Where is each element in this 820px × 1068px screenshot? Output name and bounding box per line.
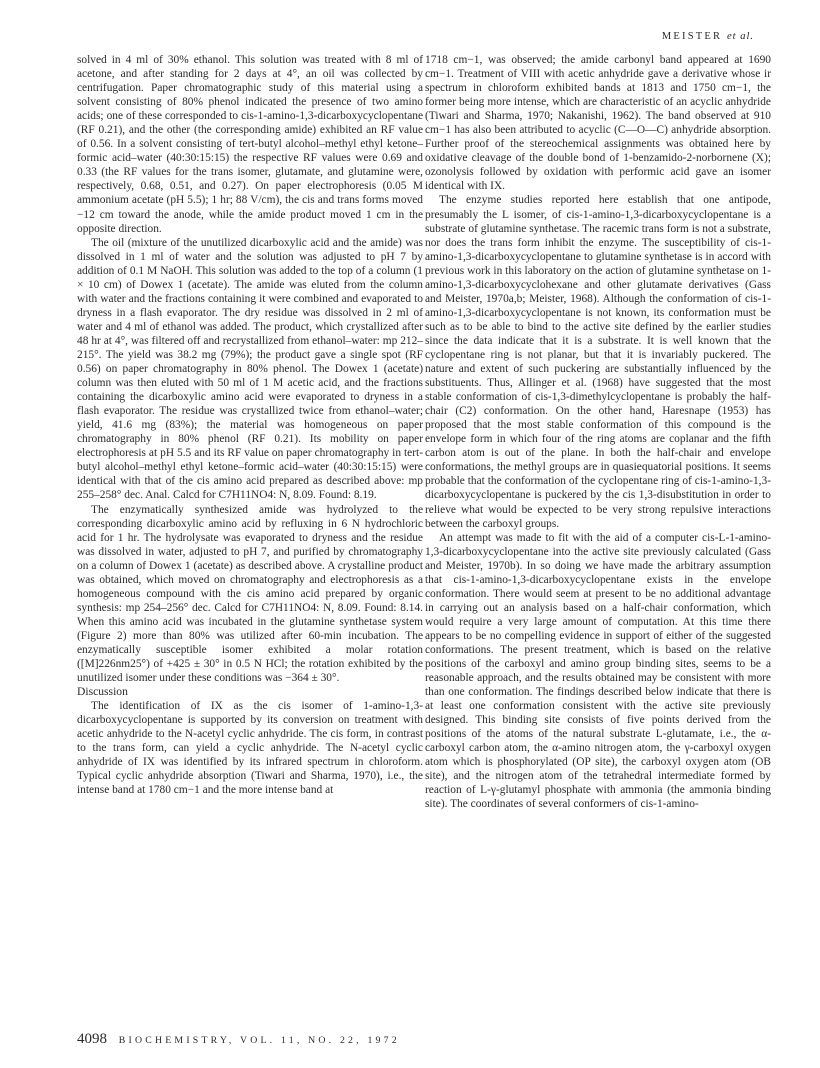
right-paragraph-1: 1718 cm−1, was observed; the amide carbonyl band appeared at 1690 cm−1. Treatment of VIII with acetic anhydride gave a derivative whose ir spectrum in chloroform exhibited bands at 1813 and 1750 cm−1, the former being more intense, which are characteristic of an acyclic anhydride (Tiwari and Sharma, 1970; Nakanishi, 1962). The band observed at 910 cm−1 has also been attributed to acyclic (C—O—C) anhydride absorption. Further proof of the stereochemical assignments was obtained here by oxidative cleavage of the double bond of 1-benzamido-2-norbornene (X); ozonolysis followed by oxidation with performic acid gave an isomer identical with IX. [425, 54, 771, 193]
running-head-author: MEISTER [661, 31, 723, 42]
page-number: 4098 [77, 1031, 107, 1047]
journal-citation: BIOCHEMISTRY, VOL. 11, NO. 22, 1972 [118, 1035, 400, 1046]
right-paragraph-3: An attempt was made to fit with the aid of a computer cis-L-1-amino-1,3-dicarboxycyclopentane into the active site previously calculated (Gass and Meister, 1970b). In so doing we have made the arbitrary assumption that cis-1-amino-1,3-dicarboxycyclopentane exists in the envelope conformation. There would seem at present to be no additional advantage in carrying out an analysis based on a half-chair conformation, which would require a very large amount of computation. At this time there appears to be no compelling evidence in support of either of the suggested conformations. The present treatment, which is based on the relative positions of the carboxyl and amino group binding sites, seems to be a reasonable approach, and the results obtained may be consistent with more than one conformation. The findings described below indicate that there is at least one conformation consistent with the active site previously designed. This binding site consists of five points derived from the positions of the atoms of the natural substrate L-glutamate, i.e., the α-carboxyl carbon atom, the α-amino nitrogen atom, the γ-carboxyl oxygen atom which is phosphorylated (OP site), the carboxyl oxygen atom (OB site), and the nitrogen atom of the tetrahedral intermediate formed by reaction of L-γ-glutamyl phosphate with ammonia (the ammonia binding site). The coordinates of several conformers of cis-1-amino- [425, 531, 771, 811]
left-column [77, 53, 423, 797]
page-footer [77, 1031, 400, 1048]
discussion-heading: Discussion [77, 685, 128, 699]
running-head [662, 31, 754, 42]
left-paragraph-2: The oil (mixture of the unutilized dicarboxylic acid and the amide) was dissolved in 1 ml of water and the solution was adjusted to pH 7 by addition of 0.1 M NaOH. This solution was added to the top of a column (1 × 10 cm) of Dowex 1 (acetate). The amide was eluted from the column with water and the fractions containing it were combined and evaporated to dryness in a flash evaporator. The dry residue was dissolved in 2 ml of water and 4 ml of ethanol was added. The product, which crystallized after 48 hr at 4°, was filtered off and recrystallized from ethanol–water: mp 212–215°. The yield was 38.2 mg (79%); the product gave a single spot (RF 0.56) on paper chromatography in 80% phenol. The Dowex 1 (acetate) column was then eluted with 50 ml of 1 M acetic acid, and the fractions containing the dicarboxylic amino acid were evaporated to dryness in a flash evaporator. The residue was crystallized twice from ethanol–water; yield, 41.6 mg (83%); the material was homogeneous on paper chromatography in 80% phenol (RF 0.21). Its mobility on paper electrophoresis at pH 5.5 and its RF value on paper chromatography in tert-butyl alcohol–methyl ethyl ketone–formic acid–water (40:30:15:15) were identical with that of the cis amino acid prepared as described above: mp 255–258° dec. Anal. Calcd for C7H11NO4: N, 8.09. Found: 8.19. [77, 236, 423, 502]
running-head-etal: et al. [727, 31, 754, 42]
right-column [425, 53, 771, 812]
discussion-paragraph: The identification of IX as the cis isomer of 1-amino-1,3-dicarboxycyclopentane is supported by its conversion on treatment with acetic anhydride to the N-acetyl cyclic anhydride. The cis form, in contrast to the trans form, can yield a cyclic anhydride. The N-acetyl cyclic anhydride of IX was identified by its infrared spectrum in chloroform. Typical cyclic anhydride absorption (Tiwari and Sharma, 1970), i.e., the intense band at 1780 cm−1 and the more intense band at [77, 700, 423, 797]
left-paragraph-3: The enzymatically synthesized amide was hydrolyzed to the corresponding dicarboxylic amino acid by refluxing in 6 N hydrochloric acid for 1 hr. The hydrolysate was evaporated to dryness and the residue was dissolved in water, adjusted to pH 7, and purified by chromatography on a column of Dowex 1 (acetate) as described above. A crystalline product was obtained, which moved on chromatography and electrophoresis as a homogeneous compound with the cis amino acid prepared by organic synthesis: mp 254–256° dec. Calcd for C7H11NO4: N, 8.09. Found: 8.14. When this amino acid was incubated in the glutamine synthetase system (Figure 2) more than 80% was utilized after 60-min incubation. The enzymatically susceptible isomer exhibited a molar rotation ([M]226nm25°) of +425 ± 30° in 0.5 N HCl; the rotation exhibited by the unutilized isomer under these conditions was −364 ± 30°. [77, 503, 423, 685]
right-paragraph-2: The enzyme studies reported here establish that one antipode, presumably the L isomer, of cis-1-amino-1,3-dicarboxycyclopentane is a substrate of glutamine synthetase. The racemic trans form is not a substrate, nor does the trans form inhibit the enzyme. The susceptibility of cis-1-amino-1,3-dicarboxycyclopentane to glutamine synthetase is in accord with previous work in this laboratory on the action of glutamine synthetase on 1-amino-1,3-dicarboxycyclohexane and other glutamate derivatives (Gass and Meister, 1970a,b; Meister, 1968). Although the conformation of cis-1-amino-1,3-dicarboxycyclopentane is not known, its conformation must be such as to be able to bind to the active site defined by the earlier studies since the data indicate that it is a substrate. It is well known that the cyclopentane ring is not planar, but that it is invariably puckered. The nature and extent of such puckering are substantially influenced by the substituents. Thus, Allinger et al. (1968) have suggested that the most stable conformation of cis-1,3-dimethylcyclopentane is probably the half-chair (C2) conformation. On the other hand, Haresnape (1953) has proposed that the most stable conformation of this compound is the envelope form in which four of the ring atoms are coplanar and the fifth carbon atom is out of the plane. In both the half-chair and envelope conformations, the methyl groups are in quasiequatorial positions. It seems probable that the conformation of the cyclopentane ring of cis-1-amino-1,3-dicarboxycyclopentane is puckered by the cis 1,3-disubstitution in order to relieve what would be expected to be very strong repulsive interactions between the carboxyl groups. [425, 194, 771, 530]
left-paragraph-1: solved in 4 ml of 30% ethanol. This solution was treated with 8 ml of acetone, and after standing for 2 days at 4°, an oil was collected by centrifugation. Paper chromatographic study of this material using a solvent consisting of 80% phenol indicated the presence of two amino acids; one of these corresponded to cis-1-amino-1,3-dicarboxycyclopentane (RF 0.21), and the other (the corresponding amide) exhibited an RF value of 0.56. In a solvent consisting of tert-butyl alcohol–methyl ethyl ketone–formic acid–water (40:30:15:15) the respective RF values were 0.69 and 0.33 (the RF values for the trans isomer, glutamate, and glutamine were, respectively, 0.68, 0.51, and 0.27). On paper electrophoresis (0.05 M ammonium acetate (pH 5.5); 1 hr; 88 V/cm), the cis and trans forms moved −12 cm toward the anode, while the amide product moved 1 cm in the opposite direction. [77, 54, 423, 235]
